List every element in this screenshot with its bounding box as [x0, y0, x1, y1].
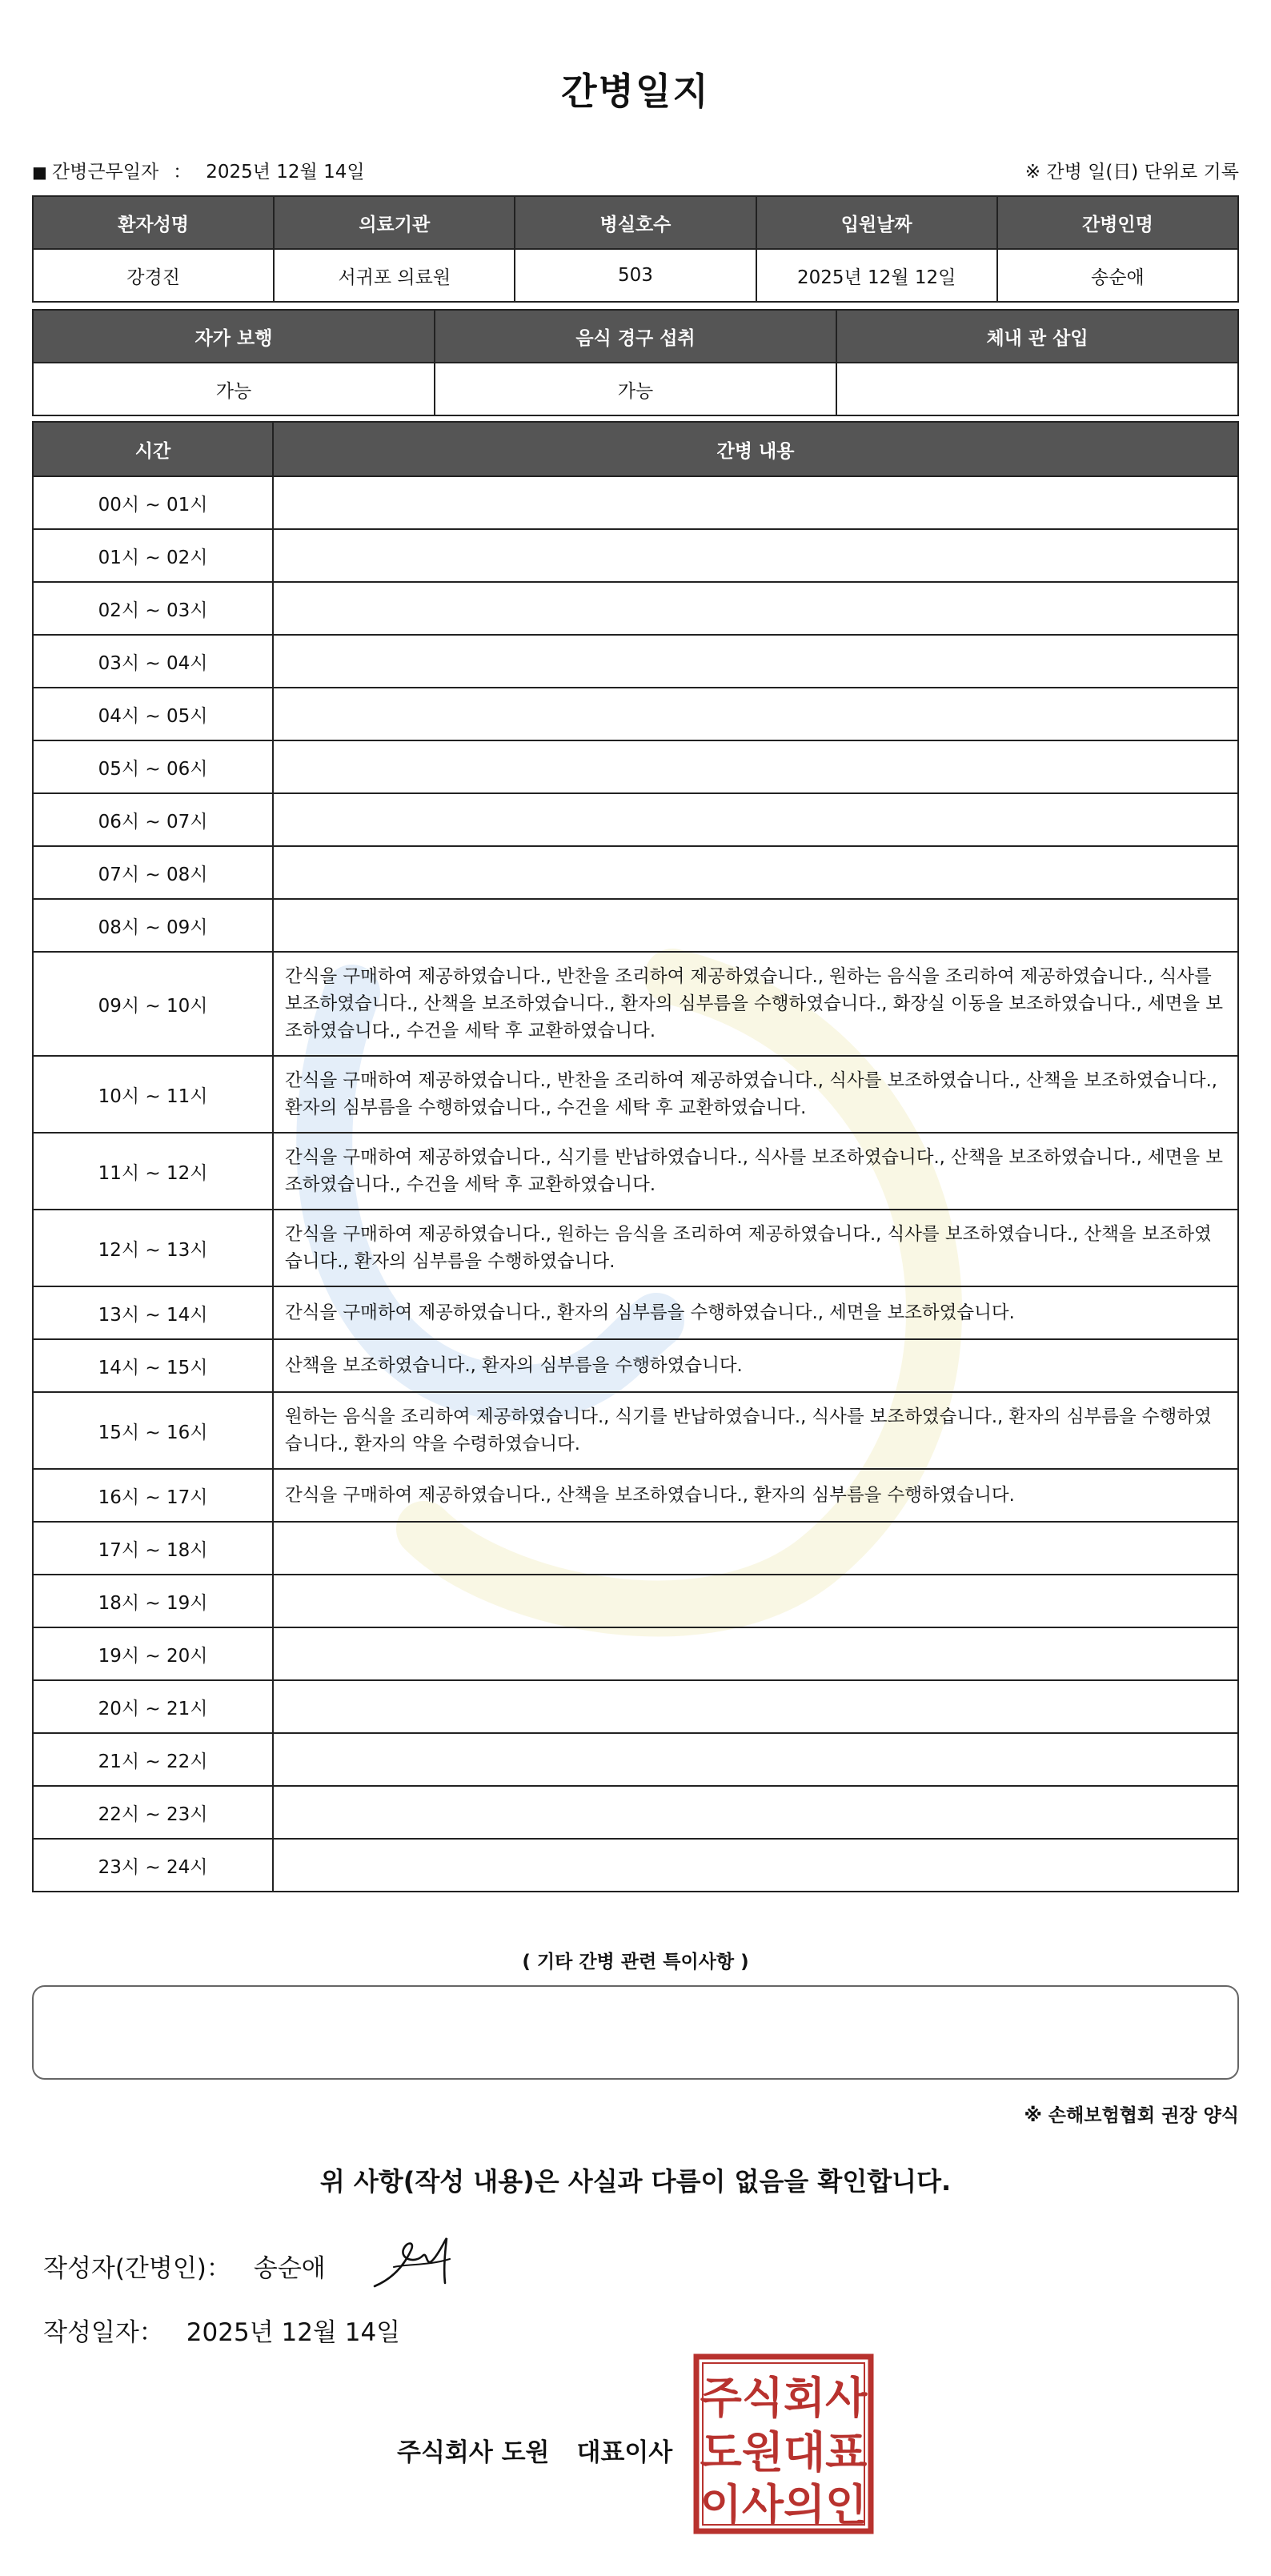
care-log-row	[33, 846, 1238, 899]
square-bullet-icon: ■	[32, 162, 47, 182]
care-log-row	[33, 1056, 1238, 1133]
care-log-content: 간식을 구매하여 제공하였습니다., 산책을 보조하였습니다., 환자의 심부름을 수행하였습니다.	[273, 1469, 1238, 1522]
care-log-row	[33, 1786, 1238, 1839]
care-log-content: 산책을 보조하였습니다., 환자의 심부름을 수행하였습니다.	[273, 1339, 1238, 1392]
care-log-time: 02시 ~ 03시	[33, 582, 273, 635]
ceo-title: 대표이사	[576, 2438, 673, 2467]
care-log-content	[273, 1627, 1238, 1680]
care-log-content	[273, 1680, 1238, 1733]
room-number: 503	[515, 249, 756, 302]
work-date-label: 간병근무일자	[51, 161, 159, 183]
care-log-row	[33, 1469, 1238, 1522]
care-log-row	[33, 793, 1238, 846]
work-date-value: 2025년 12월 14일	[206, 161, 365, 183]
patient-name: 강경진	[33, 249, 274, 302]
patient-info-value-row	[33, 249, 1238, 302]
patient-info-table	[32, 195, 1239, 303]
care-log-row	[33, 1339, 1238, 1392]
remarks-box	[32, 1985, 1239, 2080]
care-log-content	[273, 1786, 1238, 1839]
care-log-time: 00시 ~ 01시	[33, 476, 273, 529]
svg-text:주식회사: 주식회사	[700, 2373, 868, 2423]
care-log-row	[33, 1286, 1238, 1339]
care-log-row	[33, 635, 1238, 688]
care-log-content	[273, 529, 1238, 582]
care-log-content	[273, 688, 1238, 740]
care-log-content	[273, 582, 1238, 635]
care-log-time: 08시 ~ 09시	[33, 899, 273, 952]
oral-intake: 가능	[435, 363, 836, 415]
care-log-time: 12시 ~ 13시	[33, 1210, 273, 1286]
unit-note: ※ 간병 일(日) 단위로 기록	[1024, 161, 1239, 183]
care-log-content: 간식을 구매하여 제공하였습니다., 식기를 반납하였습니다., 식사를 보조하였습니다., 산책을 보조하였습니다., 세면을 보조하였습니다., 수건을 세탁 후 교환하였습니다.	[273, 1133, 1238, 1210]
patient-status-header-row	[33, 310, 1238, 363]
care-log-time: 23시 ~ 24시	[33, 1839, 273, 1892]
care-log-time: 22시 ~ 23시	[33, 1786, 273, 1839]
svg-text:도원대표: 도원대표	[700, 2427, 868, 2478]
care-log-time: 17시 ~ 18시	[33, 1522, 273, 1575]
care-log-content	[273, 1522, 1238, 1575]
care-log-content: 간식을 구매하여 제공하였습니다., 원하는 음식을 조리하여 제공하였습니다., 식사를 보조하였습니다., 산책을 보조하였습니다., 환자의 심부름을 수행하였습니다.	[273, 1210, 1238, 1286]
care-log-content	[273, 740, 1238, 793]
care-log-content	[273, 1733, 1238, 1786]
care-log-content: 간식을 구매하여 제공하였습니다., 환자의 심부름을 수행하였습니다., 세면을 보조하였습니다.	[273, 1286, 1238, 1339]
care-log-time: 04시 ~ 05시	[33, 688, 273, 740]
care-log-row	[33, 688, 1238, 740]
writer-name: 송순애	[253, 2254, 326, 2283]
care-log-content	[273, 1839, 1238, 1892]
care-log-body	[33, 476, 1238, 1892]
header-oral-intake: 음식 경구 섭취	[435, 310, 836, 363]
remarks-title: ( 기타 간병 관련 특이사항 )	[522, 1952, 749, 1972]
care-log-row	[33, 1733, 1238, 1786]
care-log-content: 원하는 음식을 조리하여 제공하였습니다., 식기를 반납하였습니다., 식사를 보조하였습니다., 환자의 심부름을 수행하였습니다., 환자의 약을 수령하였습니다.	[273, 1392, 1238, 1469]
care-log-row	[33, 1627, 1238, 1680]
care-log-time: 11시 ~ 12시	[33, 1133, 273, 1210]
self-walking: 가능	[33, 363, 435, 415]
care-log-row	[33, 529, 1238, 582]
care-log-row	[33, 952, 1238, 1056]
care-log-time: 21시 ~ 22시	[33, 1733, 273, 1786]
care-log-time: 09시 ~ 10시	[33, 952, 273, 1056]
recommend-note: ※ 손해보험협회 권장 양식	[1024, 2105, 1239, 2126]
care-log-row	[33, 1522, 1238, 1575]
care-log-content: 간식을 구매하여 제공하였습니다., 반찬을 조리하여 제공하였습니다., 식사를 보조하였습니다., 산책을 보조하였습니다., 환자의 심부름을 수행하였습니다., 수건을 세탁 후 교환하였습니다.	[273, 1056, 1238, 1133]
company-line	[397, 2432, 672, 2468]
care-log-row	[33, 1392, 1238, 1469]
care-log-time: 16시 ~ 17시	[33, 1469, 273, 1522]
patient-status-table	[32, 309, 1239, 416]
header-time: 시간	[33, 422, 273, 476]
written-date-line	[43, 2312, 400, 2348]
care-log-time: 19시 ~ 20시	[33, 1627, 273, 1680]
svg-text:이사의인: 이사의인	[700, 2480, 868, 2530]
care-log-time: 18시 ~ 19시	[33, 1575, 273, 1627]
page-title: 간병일지	[561, 70, 710, 113]
care-log-content	[273, 793, 1238, 846]
care-log-content	[273, 899, 1238, 952]
care-log-row	[33, 740, 1238, 793]
care-log-time: 06시 ~ 07시	[33, 793, 273, 846]
care-log-time: 20시 ~ 21시	[33, 1680, 273, 1733]
care-log-time: 14시 ~ 15시	[33, 1339, 273, 1392]
work-date-colon: ：	[173, 161, 192, 183]
tube-insertion	[836, 363, 1238, 415]
care-log-row	[33, 476, 1238, 529]
writer-label: 작성자(간병인)：	[43, 2254, 231, 2283]
care-log-table	[32, 421, 1239, 1892]
care-log-row	[33, 1210, 1238, 1286]
care-log-time: 05시 ~ 06시	[33, 740, 273, 793]
header-self-walking: 자가 보행	[33, 310, 435, 363]
header-tube-insertion: 체내 관 삽입	[836, 310, 1238, 363]
care-log-time: 10시 ~ 11시	[33, 1056, 273, 1133]
patient-status-value-row	[33, 363, 1238, 415]
header-room: 병실호수	[515, 196, 756, 249]
header-patient-name: 환자성명	[33, 196, 274, 249]
header-caregiver-name: 간병인명	[997, 196, 1238, 249]
handwritten-signature	[370, 2232, 466, 2293]
written-date-value: 2025년 12월 14일	[186, 2318, 401, 2347]
care-log-time: 03시 ~ 04시	[33, 635, 273, 688]
care-log-content: 간식을 구매하여 제공하였습니다., 반찬을 조리하여 제공하였습니다., 원하는 음식을 조리하여 제공하였습니다., 식사를 보조하였습니다., 산책을 보조하였습니다., 환자의 심부름을 수행하였습니다., 화장실 이동을 보조하였습니다., 세면을 보조하였습니다., 수건을 세탁 후 교환하였습니다.	[273, 952, 1238, 1056]
care-log-row	[33, 1133, 1238, 1210]
care-log-content	[273, 846, 1238, 899]
work-date	[32, 157, 365, 183]
care-log-time: 01시 ~ 02시	[33, 529, 273, 582]
company-name: 주식회사 도원	[397, 2438, 550, 2467]
care-log-row	[33, 899, 1238, 952]
admission-date: 2025년 12월 12일	[756, 249, 997, 302]
care-log-header-row	[33, 422, 1238, 476]
care-log-row	[33, 1839, 1238, 1892]
care-log-content	[273, 635, 1238, 688]
care-log-time: 15시 ~ 16시	[33, 1392, 273, 1469]
header-care-content: 간병 내용	[273, 422, 1238, 476]
care-log-row	[33, 582, 1238, 635]
company-seal-stamp	[693, 2353, 874, 2534]
written-date-label: 작성일자：	[43, 2318, 164, 2347]
header-hospital: 의료기관	[274, 196, 515, 249]
confirmation-statement: 위 사항(작성 내용)은 사실과 다름이 없음을 확인합니다.	[319, 2166, 952, 2197]
care-log-row	[33, 1680, 1238, 1733]
care-log-time: 07시 ~ 08시	[33, 846, 273, 899]
patient-info-header-row	[33, 196, 1238, 249]
writer-line	[43, 2248, 326, 2284]
caregiver-name: 송순애	[997, 249, 1238, 302]
care-log-time: 13시 ~ 14시	[33, 1286, 273, 1339]
care-log-content	[273, 476, 1238, 529]
hospital: 서귀포 의료원	[274, 249, 515, 302]
care-log-row	[33, 1575, 1238, 1627]
header-admission-date: 입원날짜	[756, 196, 997, 249]
care-log-content	[273, 1575, 1238, 1627]
meta-row	[32, 155, 1239, 184]
